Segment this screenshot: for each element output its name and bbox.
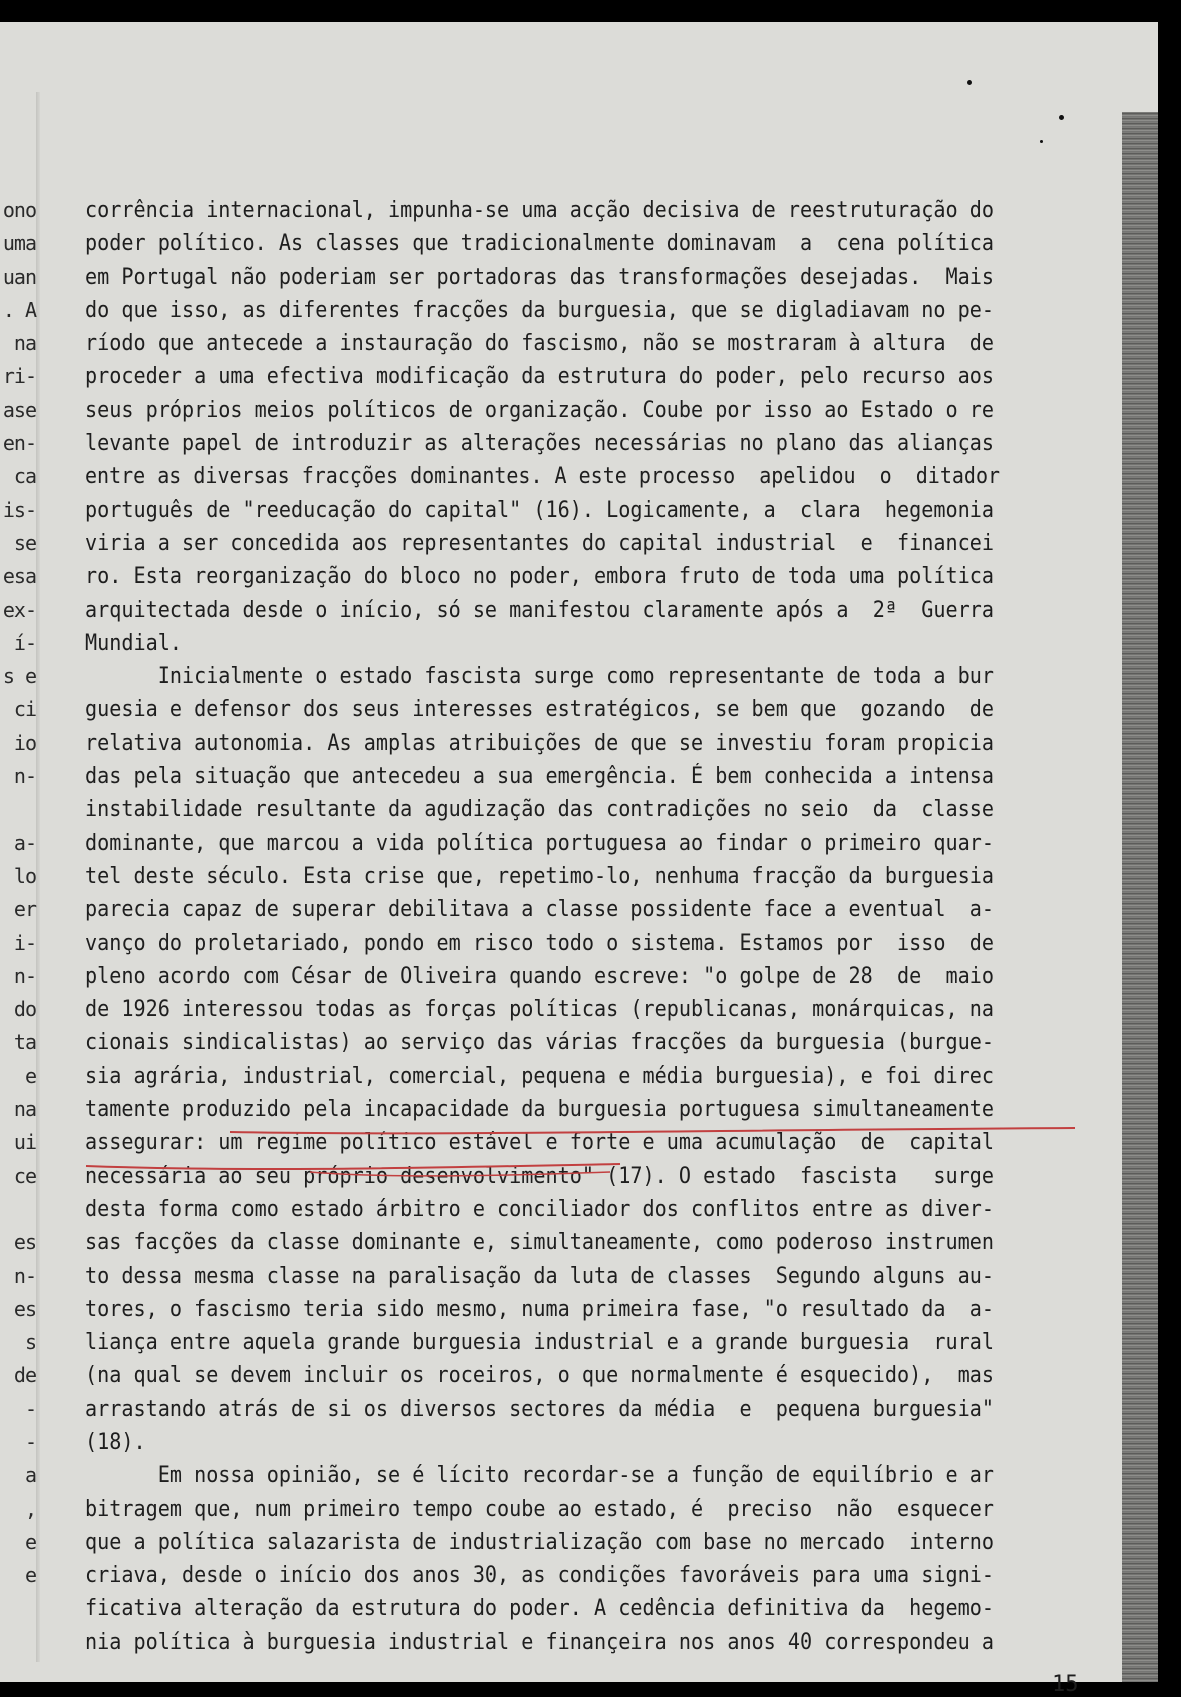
text-line: cionais sindicalistas) ao serviço das várias fracções da burguesia (burgue- bbox=[85, 1030, 994, 1056]
text-line: bitragem que, num primeiro tempo coube ao estado, é preciso não esquecer bbox=[85, 1496, 994, 1522]
text-line: entre as diversas fracções dominantes. A este processo apelidou o ditador bbox=[85, 464, 1001, 490]
margin-fragment: i- bbox=[13, 930, 36, 955]
text-line: liança entre aquela grande burguesia industrial e a grande burguesia rural bbox=[85, 1330, 994, 1356]
margin-fragment: uan bbox=[2, 264, 36, 289]
text-line: Em nossa opinião, se é lícito recordar-se a função de equilíbrio e ar bbox=[85, 1463, 994, 1489]
text-line: que a política salazarista de industrialização com base no mercado interno bbox=[85, 1529, 994, 1555]
text-line: proceder a uma efectiva modificação da estrutura do poder, pelo recurso aos bbox=[85, 364, 994, 390]
text-line: guesia e defensor dos seus interesses estratégicos, se bem que gozando de bbox=[85, 697, 994, 723]
margin-fragment: . A bbox=[2, 297, 36, 322]
text-line: desta forma como estado árbitro e conciliador dos conflitos entre as diver- bbox=[85, 1196, 994, 1222]
page-number: 15 bbox=[1052, 1672, 1079, 1697]
margin-fragment: en- bbox=[2, 431, 36, 456]
text-line: português de "reeducação do capital" (16). Logicamente, a clara hegemonia bbox=[85, 497, 994, 523]
margin-fragment: ca bbox=[13, 464, 36, 489]
text-line: relativa autonomia. As amplas atribuições de que se investiu foram propicia bbox=[85, 730, 994, 756]
text-line: ríodo que antecede a instauração do fascismo, não se mostraram à altura de bbox=[85, 331, 994, 357]
text-line: Inicialmente o estado fascista surge como representante de toda a bur bbox=[85, 664, 994, 690]
text-line: levante papel de introduzir as alterações necessárias no plano das alianças bbox=[85, 431, 994, 457]
text-line: do que isso, as diferentes fracções da burguesia, que se digladiavam no pe- bbox=[85, 297, 994, 323]
text-line: parecia capaz de superar debilitava a classe possidente face a eventual a- bbox=[85, 897, 994, 923]
text-line: (18). bbox=[85, 1429, 146, 1455]
margin-fragment: es bbox=[13, 1230, 36, 1255]
margin-fragment: , bbox=[24, 1496, 36, 1521]
margin-fragment: e bbox=[24, 1063, 36, 1088]
margin-fragment: na bbox=[13, 1097, 36, 1122]
text-line: ro. Esta reorganização do bloco no poder, embora fruto de toda uma política bbox=[85, 564, 994, 590]
margin-fragment: a- bbox=[13, 830, 36, 855]
margin-fragment: s e bbox=[2, 664, 36, 689]
document-page bbox=[0, 22, 1158, 1697]
text-line: ficativa alteração da estrutura do poder. A cedência definitiva da hegemo- bbox=[85, 1596, 994, 1622]
margin-fragment: de bbox=[13, 1363, 36, 1388]
margin-fragment: n- bbox=[13, 764, 36, 789]
red-pen-underline bbox=[0, 22, 1158, 1682]
text-line: seus próprios meios políticos de organização. Coube por isso ao Estado o re bbox=[85, 397, 994, 423]
text-line: pleno acordo com César de Oliveira quando escreve: "o golpe de 28 de maio bbox=[85, 963, 994, 989]
margin-fragment: a bbox=[24, 1463, 36, 1488]
margin-fragment: n- bbox=[13, 1263, 36, 1288]
margin-fragment: io bbox=[13, 730, 36, 755]
text-line: arrastando atrás de si os diversos sectores da média e pequena burguesia" bbox=[85, 1396, 994, 1422]
margin-fragment: í- bbox=[13, 630, 36, 655]
margin-fragment: - bbox=[24, 1429, 36, 1454]
text-line: em Portugal não poderiam ser portadoras das transformações desejadas. Mais bbox=[85, 264, 994, 290]
margin-fragment: ono bbox=[2, 198, 36, 222]
text-line: necessária ao seu próprio desenvolvimento" (17). O estado fascista surge bbox=[85, 1163, 994, 1189]
text-line: Mundial. bbox=[85, 630, 182, 656]
text-line: sas facções da classe dominante e, simultaneamente, como poderoso instrumen bbox=[85, 1230, 994, 1256]
margin-fragment: ta bbox=[13, 1030, 36, 1055]
margin-fragment: ci bbox=[13, 697, 36, 722]
text-line: sia agrária, industrial, comercial, pequena e média burguesia), e foi direc bbox=[85, 1063, 994, 1089]
text-line: nia política à burguesia industrial e finançeira nos anos 40 correspondeu a bbox=[85, 1629, 994, 1655]
text-line: viria a ser concedida aos representantes do capital industrial e financei bbox=[85, 530, 994, 556]
margin-fragment: lo bbox=[13, 863, 36, 888]
margin-fragment: ri- bbox=[2, 364, 36, 389]
margin-fragment: n- bbox=[13, 963, 36, 988]
margin-fragment: e bbox=[24, 1563, 36, 1588]
margin-fragment: ase bbox=[2, 397, 36, 422]
ink-speck bbox=[1059, 115, 1064, 120]
text-line: corrência internacional, impunha-se uma acção decisiva de reestruturação do bbox=[85, 198, 994, 223]
text-line: poder político. As classes que tradicionalmente dominavam a cena política bbox=[85, 231, 994, 257]
margin-fragment: na bbox=[13, 331, 36, 356]
ink-speck bbox=[1040, 140, 1043, 143]
text-line: vanço do proletariado, pondo em risco todo o sistema. Estamos por isso de bbox=[85, 930, 994, 956]
margin-fragment: er bbox=[13, 897, 36, 922]
text-line: criava, desde o início dos anos 30, as condições favoráveis para uma signi- bbox=[85, 1563, 994, 1589]
text-line: de 1926 interessou todas as forças políticas (republicanas, monárquicas, na bbox=[85, 997, 994, 1023]
margin-fragment: ex- bbox=[2, 597, 36, 622]
margin-fragment: ui bbox=[13, 1130, 36, 1155]
text-line: tamente produzido pela incapacidade da burguesia portuguesa simultaneamente bbox=[85, 1097, 994, 1123]
text-line: tores, o fascismo teria sido mesmo, numa primeira fase, "o resultado da a- bbox=[85, 1296, 994, 1322]
margin-fragment: do bbox=[13, 997, 36, 1022]
margin-fragment: esa bbox=[2, 564, 36, 589]
margin-fragment: is- bbox=[2, 497, 36, 522]
ink-speck bbox=[967, 80, 972, 85]
text-line: instabilidade resultante da agudização das contradições no seio da classe bbox=[85, 797, 994, 823]
margin-fragment: es bbox=[13, 1296, 36, 1321]
text-line: (na qual se devem incluir os roceiros, o que normalmente é esquecido), mas bbox=[85, 1363, 994, 1389]
margin-fragment: - bbox=[24, 1396, 36, 1421]
text-line: assegurar: um regime político estável e forte e uma acumulação de capital bbox=[85, 1130, 994, 1156]
text-line: das pela situação que antecedeu a sua emergência. É bem conhecida a intensa bbox=[85, 764, 994, 790]
text-line: tel deste século. Esta crise que, repetimo-lo, nenhuma fracção da burguesia bbox=[85, 863, 994, 889]
text-line: to dessa mesma classe na paralisação da luta de classes Segundo alguns au- bbox=[85, 1263, 994, 1289]
margin-fragment: s bbox=[24, 1330, 36, 1355]
margin-fragment: e bbox=[24, 1529, 36, 1554]
margin-fragment: se bbox=[13, 530, 36, 555]
text-line: arquitectada desde o início, só se manifestou claramente após a 2ª Guerra bbox=[85, 597, 994, 623]
margin-fragment: ce bbox=[13, 1163, 36, 1188]
margin-fragment: uma bbox=[2, 231, 36, 256]
text-line: dominante, que marcou a vida política portuguesa ao findar o primeiro quar- bbox=[85, 830, 994, 856]
